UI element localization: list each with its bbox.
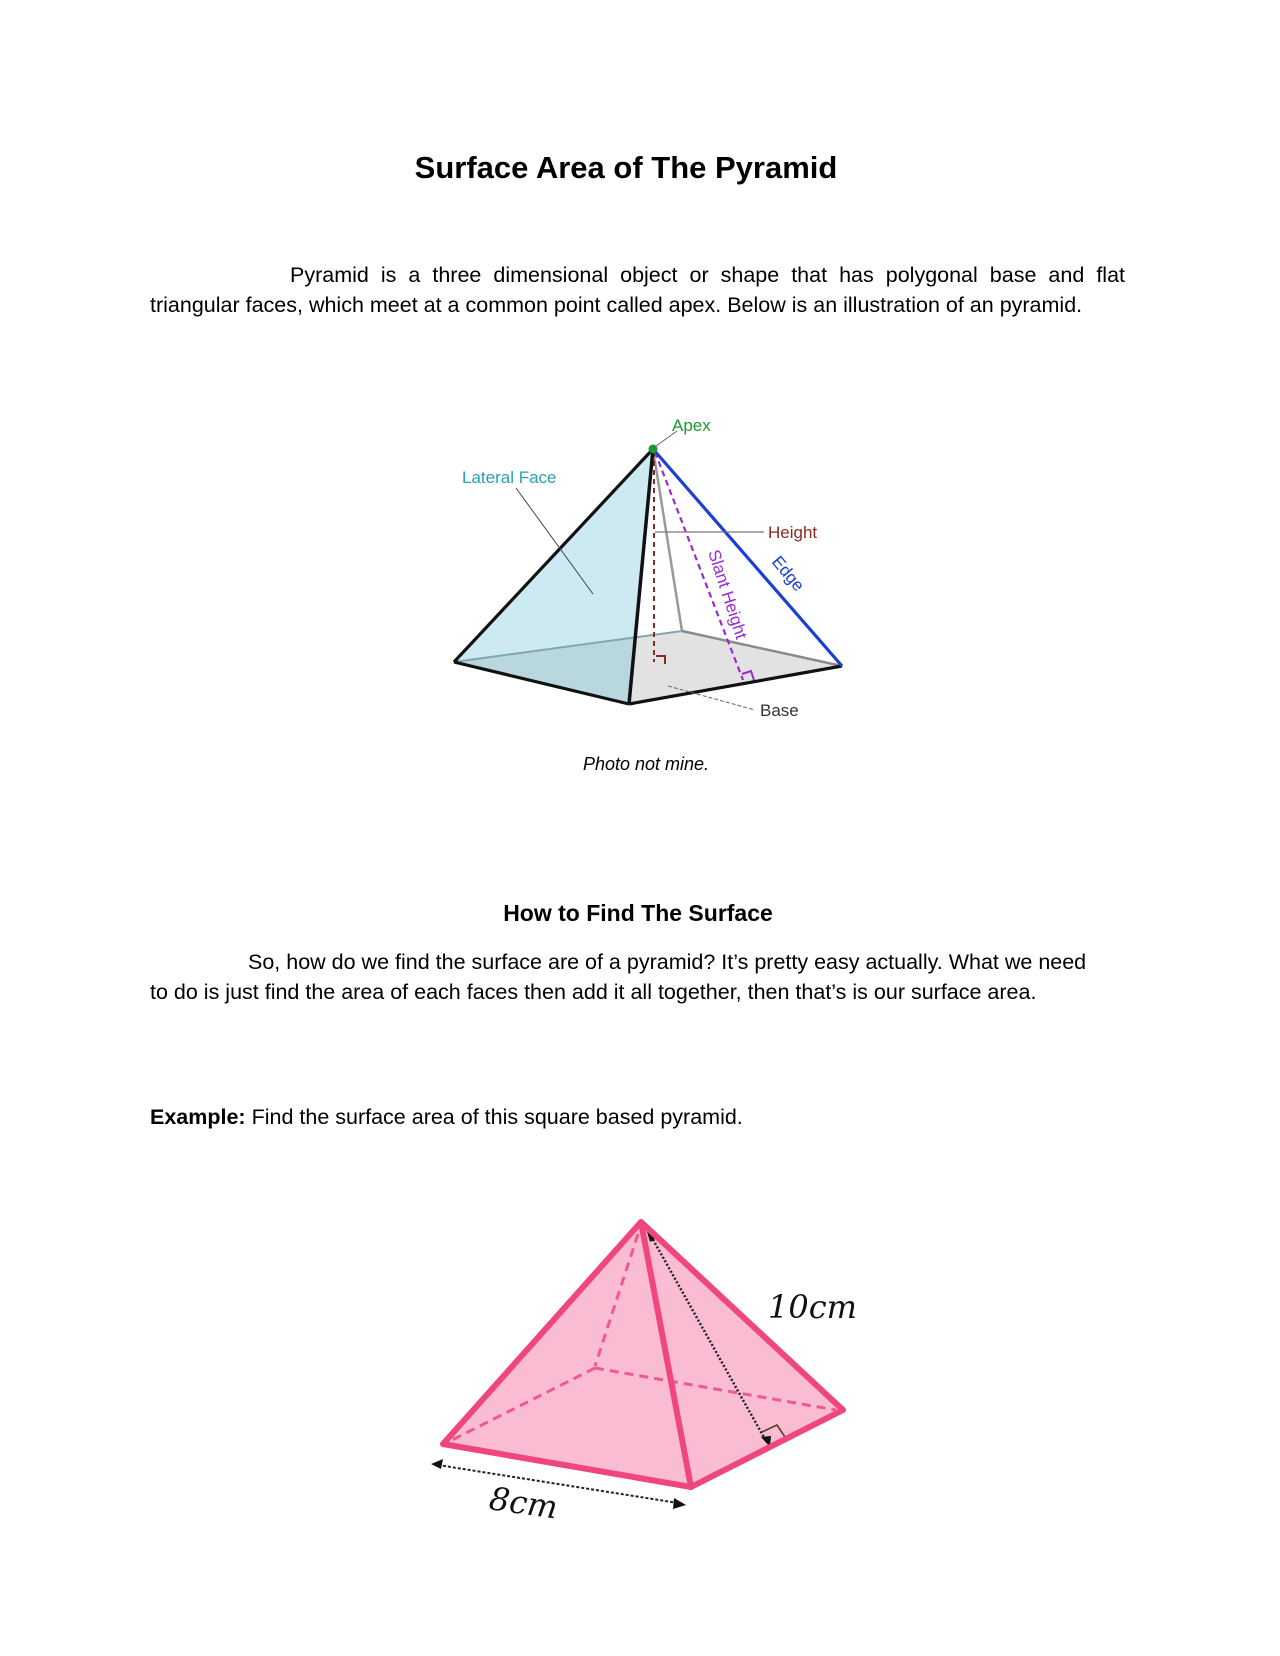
example-label: Example: bbox=[150, 1105, 246, 1129]
slant-height-value: 10cm bbox=[768, 1288, 857, 1326]
slant-height-label: Slant Height bbox=[704, 547, 751, 642]
base-label: Base bbox=[760, 701, 799, 720]
example-text: Find the surface area of this square based pyramid. bbox=[251, 1105, 743, 1129]
height-label: Height bbox=[768, 523, 818, 542]
intro-paragraph-text: Pyramid is a three dimensional object or shape that has polygonal base and flat triangular faces, which meet at a common point called apex. Below is an illustration of an pyramid. bbox=[150, 263, 1125, 317]
figure-caption: Photo not mine. bbox=[582, 754, 710, 774]
section-heading: How to Find The Surface bbox=[503, 900, 773, 926]
edge-label: Edge bbox=[767, 552, 809, 595]
method-paragraph-text: So, how do we find the surface are of a pyramid? It’s pretty easy actually. What we need to do is just find the area of each faces then add it all together, then that’s is our surface area. bbox=[150, 950, 1087, 1004]
base-side-value: 8cm bbox=[486, 1479, 561, 1527]
page-title: Surface Area of The Pyramid bbox=[414, 150, 838, 185]
apex-label: Apex bbox=[672, 416, 711, 435]
lateral-face-label: Lateral Face bbox=[462, 468, 557, 487]
